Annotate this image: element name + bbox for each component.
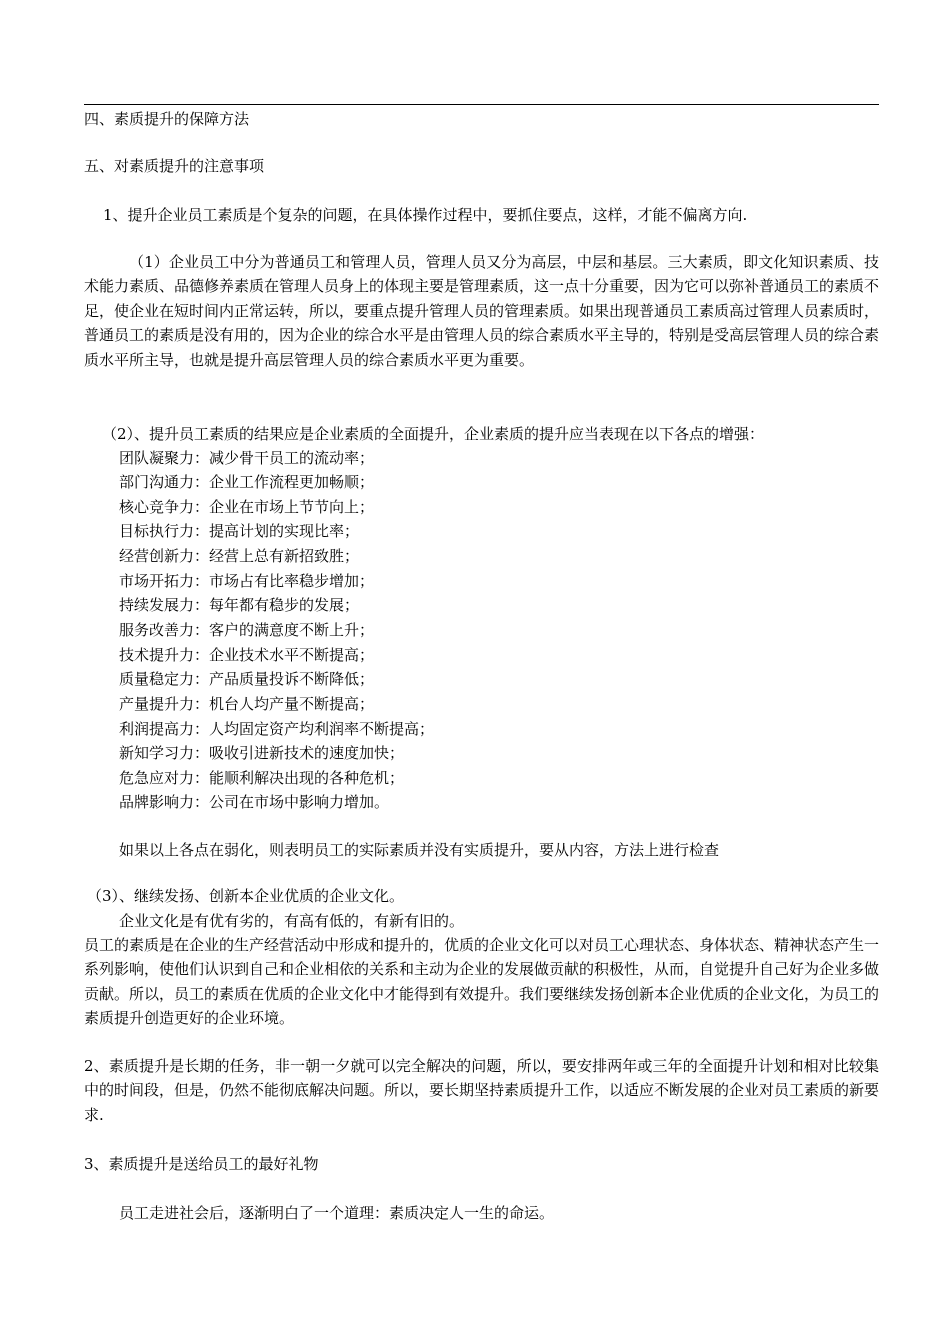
list-item: 经营创新力：经营上总有新招致胜； <box>119 547 360 565</box>
paragraph-2-note: 如果以上各点在弱化，则表明员工的实际素质并没有实质提升，要从内容，方法上进行检查 <box>119 841 720 859</box>
paragraph-3-body: 员工的素质是在企业的生产经营活动中形成和提升的，优质的企业文化可以对员工心理状态、身体状态、精神状态产生一系列影响，使他们认识到自己和企业相依的关系和主动为企业的发展做贡献的积极性，从而，自觉提升自己好为企业多做贡献。所以，员工的素质在优质的企业文化中才能得到有效提升。我们要继续发扬创新本企业优质的企业文化，为员工的素质提升创造更好的企业环境。 <box>84 936 880 1028</box>
list-item: 技术提升力：企业技术水平不断提高； <box>119 646 375 664</box>
list-item: 产量提升力：机台人均产量不断提高； <box>119 695 375 713</box>
point-1-text: 1、提升企业员工素质是个复杂的问题，在具体操作过程中，要抓住要点，这样，才能不偏离方向. <box>103 206 748 224</box>
list-item: 利润提高力：人均固定资产均利润率不断提高； <box>119 720 435 738</box>
paragraph-3-intro: （3）、继续发扬、创新本企业优质的企业文化。 <box>87 887 405 905</box>
paragraph-2-intro: （2）、提升员工素质的结果应是企业素质的全面提升，企业素质的提升应当表现在以下各点的增强： <box>102 425 765 443</box>
list-item: 持续发展力：每年都有稳步的发展； <box>119 596 360 614</box>
list-item: 目标执行力：提高计划的实现比率； <box>119 522 360 540</box>
section-heading-4: 四、素质提升的保障方法 <box>84 110 250 128</box>
list-item: 质量稳定力：产品质量投诉不断降低； <box>119 670 375 688</box>
list-item: 危急应对力：能顺利解决出现的各种危机； <box>119 769 405 787</box>
list-item: 部门沟通力：企业工作流程更加畅顺； <box>119 473 375 491</box>
list-item: 品牌影响力：公司在市场中影响力增加。 <box>119 793 390 811</box>
list-item: 核心竞争力：企业在市场上节节向上； <box>119 498 375 516</box>
list-item: 市场开拓力：市场占有比率稳步增加； <box>119 572 375 590</box>
point-2-text: 2、素质提升是长期的任务，非一朝一夕就可以完全解决的问题，所以，要安排两年或三年的全面提升计划和相对比较集中的时间段，但是，仍然不能彻底解决问题。所以，要长期坚持素质提升工作，以适应不断发展的企业对员工素质的新要求. <box>84 1057 880 1124</box>
paragraph-1: （1）企业员工中分为普通员工和管理人员，管理人员又分为高层，中层和基层。三大素质，即文化知识素质、技术能力素质、品德修养素质在管理人员身上的体现主要是管理素质，这一点十分重要，因为它可以弥补普通员工的素质不足，使企业在短时间内正常运转，所以，要重点提升管理人员的管理素质。如果出现普通员工素质高过管理人员素质时，普通员工的素质是没有用的，因为企业的综合水平是由管理人员的综合素质水平主导的，特别是受高层管理人员的综合素质水平所主导，也就是提升高层管理人员的综合素质水平更为重要。 <box>84 253 880 369</box>
list-item: 新知学习力：吸收引进新技术的速度加快； <box>119 744 405 762</box>
header-rule <box>84 104 879 105</box>
paragraph-3-line: 企业文化是有优有劣的，有高有低的，有新有旧的。 <box>119 912 465 930</box>
list-item: 团队凝聚力：减少骨干员工的流动率； <box>119 449 375 467</box>
point-3-heading: 3、素质提升是送给员工的最好礼物 <box>84 1155 319 1173</box>
list-item: 服务改善力：客户的满意度不断上升； <box>119 621 375 639</box>
final-line: 员工走进社会后，逐渐明白了一个道理：素质决定人一生的命运。 <box>119 1204 555 1222</box>
section-heading-5: 五、对素质提升的注意事项 <box>84 157 265 175</box>
